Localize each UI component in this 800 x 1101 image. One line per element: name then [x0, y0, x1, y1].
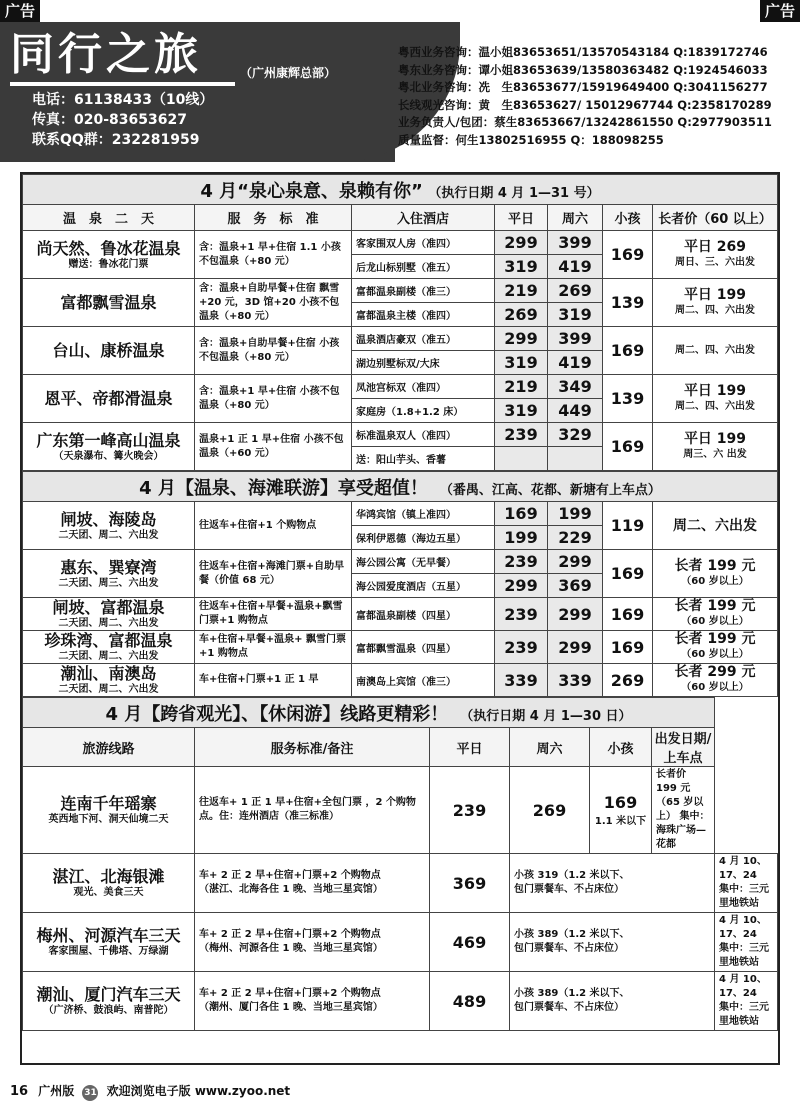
saturday-price: [548, 447, 603, 471]
senior-departure: （60 岁以上）: [681, 682, 749, 693]
tour-name: [23, 375, 195, 423]
table-row: [23, 279, 778, 303]
table-row: [23, 327, 778, 351]
tour-title: 湛江、北海银滩: [52, 867, 165, 886]
table-row: [23, 423, 778, 447]
header: [0, 22, 800, 162]
table-row: [23, 854, 778, 913]
hotel-name: 家庭房（1.8+1.2 床）: [352, 399, 495, 423]
hotel-name: 富都温泉副楼（准三）: [352, 279, 495, 303]
tour-name: [23, 598, 195, 631]
tour-subtitle: 二天团、周三、六出发: [58, 577, 159, 589]
hotel-name: 富都温泉主楼（准四）: [352, 303, 495, 327]
hotel-name: 华鸿宾馆（镇上准四）: [352, 502, 495, 526]
tour-name: [23, 327, 195, 375]
col-header: 平日: [430, 728, 510, 767]
service-standard-line: （潮州、厦门各住 1 晚、当地三星宾馆）: [199, 1002, 383, 1013]
tour-title: 惠东、巽寮湾: [60, 557, 157, 577]
child-price: 169: [603, 598, 653, 631]
departure-info-line: 集中：三元里地铁站: [719, 943, 769, 968]
senior-departure: 周二、四、六出发: [675, 304, 755, 316]
fax: 传真：020-83653627: [32, 112, 187, 128]
departure-info: [715, 913, 778, 972]
service-standard-line: （湛江、北海各住 1 晚、当地三星宾馆）: [199, 884, 383, 895]
departure-info-line: 4 月 10、17、24: [719, 856, 767, 881]
circle-badge: 31: [82, 1085, 98, 1101]
child-price-line: 包门票餐车、不占床位）: [514, 1002, 624, 1013]
senior-departure: 周二、四、六出发: [675, 400, 755, 412]
saturday-price: 369: [548, 574, 603, 598]
section-title: [23, 472, 778, 502]
departure-info: [652, 767, 715, 854]
child-height: 1.1 米以下: [594, 816, 647, 827]
service-standard-line: 车+ 2 正 2 早+住宿+门票+2 个购物点: [199, 870, 381, 881]
child-price: 139: [603, 279, 653, 327]
saturday-price: 419: [548, 255, 603, 279]
senior-price: [653, 502, 778, 550]
contact-line: 质量监督：何生13802516955 Q：188098255: [398, 132, 664, 147]
senior-price: [653, 598, 778, 631]
weekday-price: 369: [430, 854, 510, 913]
child-price: [590, 767, 652, 854]
service-standard: 往返车+ 1 正 1 早+住宿+全包门票 ，2 个购物点。住：连州酒店（准三标准）: [195, 767, 430, 854]
contact-list: [398, 44, 772, 149]
saturday-price: 329: [548, 423, 603, 447]
hotel-name: 后龙山标别墅（准五）: [352, 255, 495, 279]
table-crossprovince: [22, 697, 778, 1031]
child-price: 139: [603, 375, 653, 423]
senior-price: [653, 423, 778, 471]
weekday-price: 319: [495, 399, 548, 423]
senior-departure: 周日、三、六出发: [675, 256, 755, 268]
child-price-value: 169: [603, 793, 638, 812]
saturday-price: 399: [548, 327, 603, 351]
section-title: [23, 175, 778, 205]
senior-price-value: 长者 199 元: [674, 557, 756, 574]
service-standard: 含：温泉+自助早餐+住宿 小孩不包温泉（+80 元）: [195, 327, 352, 375]
section-title-text: 4 月【温泉、海滩联游】享受超值！: [139, 477, 428, 499]
col-header: 温 泉 二 天: [23, 205, 195, 231]
child-price: [510, 972, 715, 1031]
senior-price: [653, 550, 778, 598]
tour-title: 恩平、帝都滑温泉: [44, 389, 173, 408]
tour-subtitle: （天泉瀑布、篝火晚会）: [53, 450, 164, 462]
tour-subtitle: 赠送：鲁冰花门票: [68, 258, 149, 270]
saturday-price: 449: [548, 399, 603, 423]
tour-subtitle: 观光、美食三天: [73, 887, 144, 898]
table-row: [23, 913, 778, 972]
tour-title: 闸坡、海陵岛: [60, 509, 157, 529]
page-number: 16: [10, 1084, 29, 1099]
col-header: 服 务 标 准: [195, 205, 352, 231]
child-price-line: 包门票餐车、不占床位）: [514, 884, 624, 895]
tour-name: [23, 631, 195, 664]
tour-name: [23, 279, 195, 327]
saturday-price: 419: [548, 351, 603, 375]
service-standard: 含：温泉+自助早餐+住宿 飘雪+20 元，3D 馆+20 小孩不包温泉（+80 元）: [195, 279, 352, 327]
tour-subtitle: 二天团、周二、六出发: [58, 684, 159, 695]
weekday-price: 319: [495, 351, 548, 375]
section-note: （番禺、江高、花都、新塘有上车点）: [439, 482, 661, 498]
weekday-price: 299: [495, 231, 548, 255]
weekday-price: 169: [495, 502, 548, 526]
tour-title: 闸坡、富都温泉: [52, 598, 165, 617]
tour-subtitle: （广济桥、鼓浪屿、南普陀）: [43, 1005, 174, 1016]
service-standard: 车+住宿+早餐+温泉+ 飘雪门票+1 购物点: [195, 631, 352, 664]
col-header: 小孩: [603, 205, 653, 231]
service-standard: [195, 972, 430, 1031]
senior-departure: （60 岁以上）: [681, 575, 749, 587]
senior-price: [653, 231, 778, 279]
saturday-price: 269: [510, 767, 590, 854]
contact-line: 业务负责人/包团：蔡生83653667/13242861550 Q:2977903511: [398, 115, 772, 129]
weekday-price: 239: [495, 423, 548, 447]
ad-label-left: 广告: [0, 0, 40, 22]
edition: 广州版: [38, 1084, 75, 1098]
weekday-price: 299: [495, 327, 548, 351]
hotel-name: 南澳岛上宾馆（准三）: [352, 664, 495, 697]
tour-subtitle: 二天团、周二、六出发: [58, 651, 159, 662]
tour-title: 富都飘雪温泉: [60, 293, 157, 312]
hotel-name: 富都温泉副楼（四星）: [352, 598, 495, 631]
senior-price-value: 平日 199: [683, 382, 747, 399]
table-row: [23, 664, 778, 697]
weekday-price: [495, 447, 548, 471]
service-standard: 往返车+住宿+海滩门票+自助早餐（价值 68 元）: [195, 550, 352, 598]
senior-price: [653, 279, 778, 327]
weekday-price: 239: [495, 598, 548, 631]
col-header: 旅游线路: [23, 728, 195, 767]
weekday-price: 219: [495, 375, 548, 399]
departure-info: [715, 972, 778, 1031]
departure-info-line: 集中：三元里地铁站: [719, 1002, 769, 1027]
col-header: 入住酒店: [352, 205, 495, 231]
service-standard: [195, 854, 430, 913]
weekday-price: 489: [430, 972, 510, 1031]
saturday-price: 399: [548, 231, 603, 255]
tour-subtitle: 客家围屋、千佛塔、万绿湖: [48, 946, 169, 957]
child-price-line: 小孩 389（1.2 米以下、: [514, 929, 630, 940]
col-header: 周六: [510, 728, 590, 767]
tour-name: [23, 767, 195, 854]
logo-subtitle: （广州康辉总部）: [240, 66, 337, 80]
hotel-name: 湖边别墅标双/大床: [352, 351, 495, 375]
col-header: 小孩: [590, 728, 652, 767]
saturday-price: 229: [548, 526, 603, 550]
saturday-price: 299: [548, 598, 603, 631]
service-standard: 往返车+住宿+1 个购物点: [195, 502, 352, 550]
tour-name: [23, 854, 195, 913]
tour-name: [23, 502, 195, 550]
senior-departure: （60 岁以上）: [681, 616, 749, 627]
weekday-price: 199: [495, 526, 548, 550]
qq-group: 联系QQ群：232281959: [32, 132, 200, 148]
tour-title: 潮汕、南澳岛: [60, 664, 157, 683]
saturday-price: 269: [548, 279, 603, 303]
departure-info-line: 集中：三元里地铁站: [719, 884, 769, 909]
senior-price: [653, 664, 778, 697]
table-hotspring: [22, 174, 778, 471]
table-row: [23, 767, 778, 854]
tour-title: 梅州、河源汽车三天: [36, 926, 181, 945]
section-title-text: 4 月“泉心泉意、泉赖有你”: [200, 180, 423, 202]
weekday-price: 339: [495, 664, 548, 697]
section-title: [23, 698, 715, 728]
child-price: 169: [603, 550, 653, 598]
tour-name: [23, 972, 195, 1031]
service-standard: 含：温泉+1 早+住宿 1.1 小孩不包温泉（+80 元）: [195, 231, 352, 279]
tour-name: [23, 231, 195, 279]
service-standard-line: 车+ 2 正 2 早+住宿+门票+2 个购物点: [199, 988, 381, 999]
table-row: [23, 375, 778, 399]
weekday-price: 319: [495, 255, 548, 279]
tour-title: 潮汕、厦门汽车三天: [36, 985, 181, 1004]
child-price: 269: [603, 664, 653, 697]
child-price: [510, 913, 715, 972]
child-price: [510, 854, 715, 913]
hotel-name: 送：阳山芋头、香薯: [352, 447, 495, 471]
tour-name: [23, 423, 195, 471]
section-note: （执行日期 4 月 1—30 日）: [460, 708, 632, 724]
departure-info-line: 4 月 10、17、24: [719, 915, 767, 940]
table-beach: [22, 471, 778, 697]
child-price: 119: [603, 502, 653, 550]
hotel-name: 标准温泉双人（准四）: [352, 423, 495, 447]
hotel-name: 海公园爱度酒店（五星）: [352, 574, 495, 598]
phone: 电话：61138433（10线）: [32, 92, 214, 108]
weekday-price: 239: [430, 767, 510, 854]
weekday-price: 239: [495, 631, 548, 664]
col-header: 出发日期/上车点: [652, 728, 715, 767]
table-row: [23, 972, 778, 1031]
service-standard: 温泉+1 正 1 早+住宿 小孩不包温泉（+60 元）: [195, 423, 352, 471]
hotel-name: 海公园公寓（无早餐）: [352, 550, 495, 574]
footer-text: 欢迎浏览电子版 www.zyoo.net: [106, 1084, 291, 1098]
child-price-line: 包门票餐车、不占床位）: [514, 943, 624, 954]
senior-departure: 周三、六 出发: [683, 448, 747, 460]
departure-info-line: 海珠广场—花都: [656, 825, 706, 850]
tour-name: [23, 550, 195, 598]
tour-title: 尚天然、鲁冰花温泉: [36, 238, 181, 258]
tour-subtitle: 二天团、周二、六出发: [58, 529, 159, 541]
table-row: [23, 231, 778, 255]
contact-line: 粤东业务咨询：谭小姐83653639/13580363482 Q:1924546033: [398, 62, 768, 77]
col-header: 服务标准/备注: [195, 728, 430, 767]
senior-price-value: 平日 199: [683, 286, 747, 303]
tour-title: 台山、康桥温泉: [52, 341, 165, 360]
senior-price: [653, 631, 778, 664]
service-standard-line: 车+ 2 正 2 早+住宿+门票+2 个购物点: [199, 929, 381, 940]
senior-price-value: 周二、六出发: [673, 517, 757, 534]
weekday-price: 299: [495, 574, 548, 598]
logo: 同行之旅: [10, 28, 235, 86]
service-standard: [195, 913, 430, 972]
table-row: [23, 502, 778, 526]
hotel-name: 富都飘雪温泉（四星）: [352, 631, 495, 664]
child-price-line: 小孩 319（1.2 米以下、: [514, 870, 630, 881]
hotel-name: 保利伊恩德（海边五星）: [352, 526, 495, 550]
weekday-price: 469: [430, 913, 510, 972]
col-header: 平日: [495, 205, 548, 231]
child-price: 169: [603, 631, 653, 664]
senior-price-value: 长者 299 元: [674, 664, 756, 680]
tour-subtitle: 英西地下河、洞天仙境二天: [48, 814, 169, 825]
saturday-price: 349: [548, 375, 603, 399]
service-standard: 含：温泉+1 早+住宿 小孩不包温泉（+80 元）: [195, 375, 352, 423]
weekday-price: 219: [495, 279, 548, 303]
senior-price-value: 长者 199 元: [674, 631, 756, 647]
hotel-name: 凤池宫标双（准四）: [352, 375, 495, 399]
child-price: 169: [603, 327, 653, 375]
tour-subtitle: 二天团、周二、六出发: [58, 618, 159, 629]
contact-line: 长线观光咨询：黄 生83653627/ 15012967744 Q:2358170289: [398, 97, 772, 112]
child-price-line: 小孩 389（1.2 米以下、: [514, 988, 630, 999]
price-tables: [20, 172, 780, 1065]
senior-price-value: 平日 199: [683, 430, 747, 447]
senior-price-value: 长者 199 元: [674, 598, 756, 614]
hotel-name: 客家围双人房（准四）: [352, 231, 495, 255]
saturday-price: 299: [548, 550, 603, 574]
saturday-price: 319: [548, 303, 603, 327]
table-row: [23, 598, 778, 631]
departure-info-line: 4 月 10、17、24: [719, 974, 767, 999]
senior-departure: 周二、四、六出发: [675, 344, 755, 356]
weekday-price: 239: [495, 550, 548, 574]
footer: [10, 1082, 290, 1101]
child-price: 169: [603, 231, 653, 279]
departure-info: [715, 854, 778, 913]
tour-title: 连南千年瑶寨: [60, 794, 157, 813]
hotel-name: 温泉酒店豪双（准五）: [352, 327, 495, 351]
contact-line: 粤西业务咨询：温小姐83653651/13570543184 Q:1839172746: [398, 45, 768, 59]
saturday-price: 299: [548, 631, 603, 664]
ad-label-right: 广告: [760, 0, 800, 22]
table-row: [23, 550, 778, 574]
section-note: （执行日期 4 月 1—31 号）: [434, 185, 600, 201]
contact-line: 粤北业务咨询：冼 生83653677/15919649400 Q:3041156277: [398, 80, 768, 94]
table-row: [23, 631, 778, 664]
weekday-price: 269: [495, 303, 548, 327]
service-standard: 往返车+住宿+早餐+温泉+飘雪门票+1 购物点: [195, 598, 352, 631]
tour-title: 广东第一峰高山温泉: [36, 430, 181, 450]
section-title-text: 4 月【跨省观光】、【休闲游】线路更精彩！: [105, 703, 449, 725]
tour-title: 珍珠湾、富都温泉: [44, 631, 173, 650]
senior-departure: （60 岁以上）: [681, 649, 749, 660]
tour-name: [23, 913, 195, 972]
saturday-price: 199: [548, 502, 603, 526]
service-standard: 车+住宿+门票+1 正 1 早: [195, 664, 352, 697]
senior-price: [653, 327, 778, 375]
child-price: 169: [603, 423, 653, 471]
tour-name: [23, 664, 195, 697]
service-standard-line: （梅州、河源各住 1 晚、当地三星宾馆）: [199, 943, 383, 954]
departure-info-line: 长者价 199 元（65 岁以上） 集中：: [656, 769, 710, 822]
saturday-price: 339: [548, 664, 603, 697]
senior-price-value: 平日 269: [683, 238, 747, 255]
col-header: 周六: [548, 205, 603, 231]
senior-price: [653, 375, 778, 423]
col-header: 长者价（60 以上）: [653, 205, 778, 231]
